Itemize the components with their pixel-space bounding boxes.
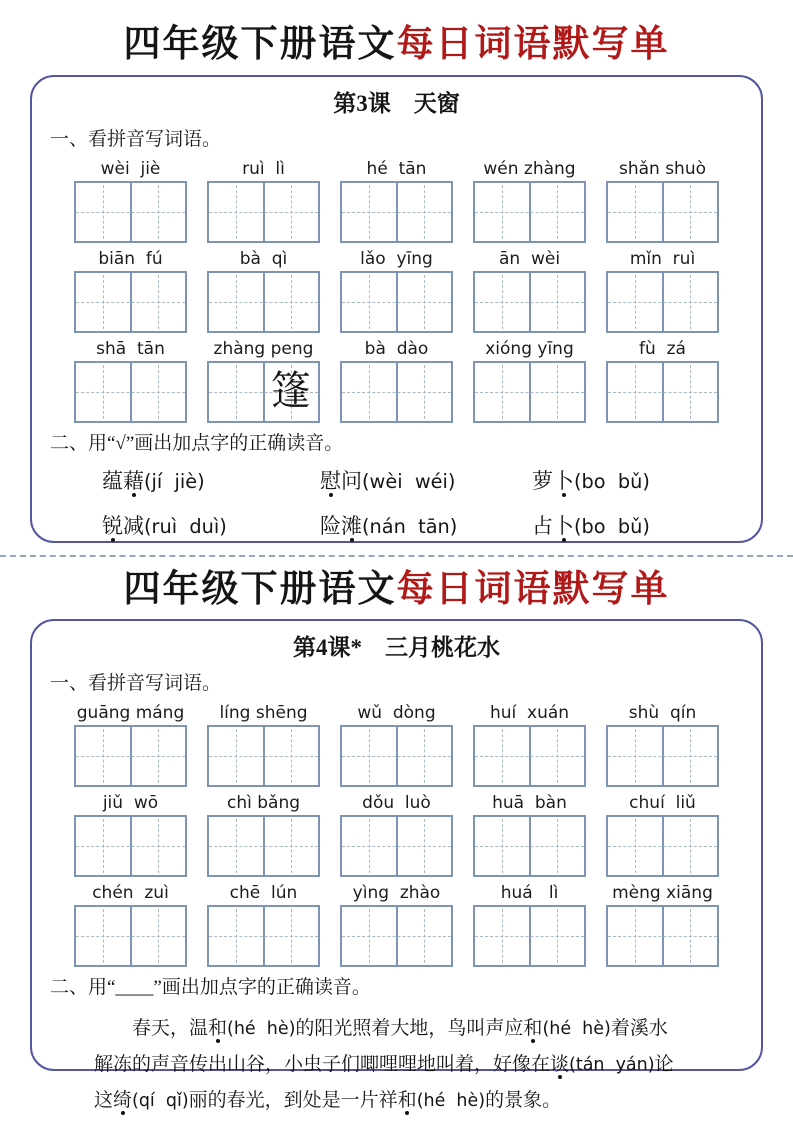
- word-unit: [473, 701, 586, 787]
- grid-guide-line: [76, 936, 185, 937]
- writing-grid-box: [473, 181, 586, 243]
- pinyin-label: wén zhàng: [483, 158, 576, 179]
- writing-grid-box: [207, 905, 320, 967]
- grid-guide-line: [209, 846, 318, 847]
- pinyin-inline-text: (nán tān): [362, 514, 458, 538]
- writing-grid-box: [473, 271, 586, 333]
- pinyin-label: líng shēng: [219, 703, 308, 724]
- lesson-title: 第3课 天窗: [333, 90, 460, 116]
- word-unit: [74, 701, 187, 787]
- pinyin-inline-text: (hé hè): [542, 1019, 611, 1040]
- text-run: 这: [94, 1090, 114, 1112]
- section1-label: 一、看拼音写词语。: [50, 673, 222, 695]
- grid-guide-line: [342, 212, 451, 213]
- pinyin-inline-text: (hé hè): [416, 1091, 486, 1112]
- sheet-title-top: [0, 0, 793, 67]
- dotted-char: 卜: [553, 513, 574, 538]
- text-run: 问: [341, 468, 362, 493]
- text-run: 解冻的声音传出山谷，小虫子们唧哩哩地叫着，好像在: [94, 1054, 551, 1076]
- pinyin-inline-text: (ruì duì): [144, 514, 227, 538]
- text-run: 占: [532, 513, 553, 538]
- pinyin-label: xióng yīng: [485, 338, 574, 359]
- word-unit: [473, 881, 586, 967]
- word-unit: [340, 791, 453, 877]
- pinyin-label: chì bǎng: [226, 793, 301, 814]
- pinyin-inline-text: (wèi wéi): [362, 469, 456, 493]
- writing-grid-box: [473, 725, 586, 787]
- grid-guide-line: [342, 756, 451, 757]
- section2-label: 二、用“√”画出加点字的正确读音。: [50, 432, 344, 454]
- pinyin-grid-row: [50, 337, 743, 423]
- sheet-title-red: 每日词语默写单: [396, 568, 670, 610]
- pinyin-inline-text: (tán yán): [569, 1055, 655, 1076]
- grid-guide-line: [76, 212, 185, 213]
- pronunciation-choice: [102, 508, 320, 545]
- pinyin-label: jiǔ wō: [102, 793, 159, 814]
- grid-guide-line: [608, 212, 717, 213]
- word-unit: [74, 247, 187, 333]
- pinyin-grid-row: [50, 701, 743, 787]
- writing-grid-box: [74, 815, 187, 877]
- writing-grid-box: [340, 181, 453, 243]
- writing-grid-box: [340, 361, 453, 423]
- grid-guide-line: [475, 936, 584, 937]
- sheet-title-black: 四年级下册语文: [123, 24, 397, 65]
- grid-guide-line: [76, 392, 185, 393]
- grid-guide-line: [342, 392, 451, 393]
- word-unit: [473, 791, 586, 877]
- writing-grid-box: [340, 271, 453, 333]
- pinyin-inline-text: (qí qǐ): [132, 1091, 189, 1112]
- writing-grid-box: [606, 905, 719, 967]
- grid-guide-line: [209, 212, 318, 213]
- sheet-title-red: 每日词语默写单: [396, 24, 670, 65]
- grid-guide-line: [76, 756, 185, 757]
- grid-guide-line: [608, 846, 717, 847]
- sheet-title-bottom: [0, 557, 793, 612]
- pronunciation-choice: [532, 463, 743, 500]
- sheet-title-black: 四年级下册语文: [123, 568, 397, 610]
- paragraph-line: [94, 1083, 717, 1119]
- writing-grid-box: [340, 905, 453, 967]
- pinyin-label: fù zá: [639, 338, 686, 359]
- writing-grid-box: [606, 815, 719, 877]
- pinyin-inline-text: (hé hè): [227, 1019, 296, 1040]
- pinyin-label: huā bàn: [492, 793, 567, 814]
- writing-grid-box: [207, 361, 320, 423]
- writing-grid-box: [207, 815, 320, 877]
- word-unit: [606, 157, 719, 243]
- grid-guide-line: [608, 392, 717, 393]
- dotted-char: 和: [208, 1018, 228, 1040]
- pinyin-label: lǎo yīng: [360, 248, 433, 269]
- handwritten-answer: 篷: [270, 367, 311, 413]
- grid-guide-line: [76, 302, 185, 303]
- pinyin-inline-text: (bo bǔ): [574, 514, 650, 538]
- dotted-char: 谈: [550, 1054, 570, 1076]
- grid-guide-line: [475, 302, 584, 303]
- pinyin-grid-rows: [50, 157, 743, 423]
- word-unit: [74, 337, 187, 423]
- writing-grid-box: [606, 725, 719, 787]
- worksheet-panel-lesson4: [30, 619, 763, 1112]
- text-run: 减: [123, 513, 144, 538]
- dotted-char: 绮: [113, 1090, 133, 1112]
- writing-grid-box: [473, 815, 586, 877]
- writing-grid-box: [473, 361, 586, 423]
- pinyin-grid-row: [50, 881, 743, 967]
- pinyin-inline-text: (bo bǔ): [574, 469, 650, 493]
- word-unit: [606, 881, 719, 967]
- paragraph: [94, 1011, 717, 1119]
- word-unit: [340, 247, 453, 333]
- pinyin-label: biān fú: [98, 248, 163, 269]
- writing-grid-box: [74, 271, 187, 333]
- writing-grid-box: [74, 725, 187, 787]
- word-unit: [473, 247, 586, 333]
- dotted-char: 藉: [123, 468, 144, 493]
- word-unit: [473, 157, 586, 243]
- grid-guide-line: [209, 302, 318, 303]
- pinyin-label: shǎn shuò: [618, 158, 707, 179]
- word-unit: [74, 791, 187, 877]
- pinyin-label: huí xuán: [489, 703, 570, 724]
- pinyin-label: dǒu luò: [362, 793, 431, 814]
- pinyin-label: chuí liǔ: [629, 793, 696, 814]
- dotted-char: 和: [397, 1090, 417, 1112]
- pinyin-label: wǔ dòng: [357, 703, 436, 724]
- lesson-title: 第4课* 三月桃花水: [293, 635, 500, 661]
- text-run: 的景象。: [485, 1090, 562, 1112]
- text-run: 论: [654, 1054, 674, 1076]
- word-unit: [340, 881, 453, 967]
- grid-guide-line: [608, 936, 717, 937]
- pinyin-label: hé tān: [366, 158, 427, 179]
- word-unit: [606, 701, 719, 787]
- writing-grid-box: [606, 361, 719, 423]
- word-unit: [473, 337, 586, 423]
- pinyin-label: bà qì: [239, 248, 288, 269]
- writing-grid-box: [74, 905, 187, 967]
- grid-guide-line: [342, 846, 451, 847]
- grid-guide-line: [342, 936, 451, 937]
- paragraph-line: [94, 1047, 717, 1083]
- pronunciation-choice: [102, 463, 320, 500]
- pinyin-label: shā tān: [96, 338, 165, 359]
- writing-grid-box: [340, 725, 453, 787]
- grid-guide-line: [475, 212, 584, 213]
- dotted-char: 卜: [553, 468, 574, 493]
- pinyin-label: wèi jiè: [100, 158, 161, 179]
- word-unit: [340, 337, 453, 423]
- pinyin-label: yìng zhào: [352, 883, 441, 904]
- pinyin-label: mǐn ruì: [629, 248, 696, 269]
- pinyin-inline-text: (jí jiè): [144, 469, 205, 493]
- pinyin-label: chē lún: [229, 883, 298, 904]
- pinyin-label: ān wèi: [498, 248, 561, 269]
- word-unit: [606, 791, 719, 877]
- writing-grid-box: [207, 271, 320, 333]
- dotted-char: 和: [523, 1018, 543, 1040]
- pinyin-grid-row: [50, 247, 743, 333]
- pinyin-grid-rows: [50, 701, 743, 967]
- pinyin-label: zhàng peng: [213, 338, 314, 359]
- grid-guide-line: [209, 756, 318, 757]
- paragraph-line: [94, 1011, 717, 1047]
- grid-guide-line: [342, 302, 451, 303]
- pinyin-label: guāng máng: [76, 703, 185, 724]
- worksheet-panel-lesson3: [30, 75, 763, 543]
- dotted-char: 慰: [320, 468, 341, 493]
- text-run: 险: [320, 513, 341, 538]
- pinyin-label: bà dào: [364, 338, 429, 359]
- writing-grid-box: [340, 815, 453, 877]
- word-unit: [207, 701, 320, 787]
- text-run: 萝: [532, 468, 553, 493]
- pronunciation-choices: [102, 463, 743, 545]
- writing-grid-box: [473, 905, 586, 967]
- dotted-char: 锐: [102, 513, 123, 538]
- pinyin-label: huá lì: [500, 883, 559, 904]
- text-run: 丽的春光，到处是一片祥: [188, 1090, 398, 1112]
- word-unit: [74, 881, 187, 967]
- pinyin-label: shù qín: [628, 703, 697, 724]
- grid-guide-line: [209, 936, 318, 937]
- word-unit: [340, 157, 453, 243]
- dotted-char: 滩: [341, 513, 362, 538]
- writing-grid-box: [207, 725, 320, 787]
- grid-guide-line: [475, 392, 584, 393]
- section1-label: 一、看拼音写词语。: [50, 128, 222, 150]
- text-run: 的阳光照着大地，鸟叫声应: [295, 1018, 524, 1040]
- pinyin-label: chén zuì: [92, 883, 169, 904]
- grid-guide-line: [608, 302, 717, 303]
- word-unit: [606, 247, 719, 333]
- text-run: 着溪水: [610, 1018, 668, 1040]
- grid-guide-line: [76, 846, 185, 847]
- pronunciation-choice: [320, 463, 532, 500]
- word-unit: [207, 337, 320, 423]
- word-unit: [74, 157, 187, 243]
- word-unit: [340, 701, 453, 787]
- grid-guide-line: [608, 756, 717, 757]
- pinyin-grid-row: [50, 791, 743, 877]
- pinyin-grid-row: [50, 157, 743, 243]
- writing-grid-box: [74, 361, 187, 423]
- grid-guide-line: [475, 846, 584, 847]
- word-unit: [207, 791, 320, 877]
- word-unit: [207, 157, 320, 243]
- word-unit: [207, 881, 320, 967]
- grid-guide-line: [475, 756, 584, 757]
- writing-grid-box: [606, 271, 719, 333]
- pinyin-label: ruì lì: [242, 158, 285, 179]
- section2-label: 二、用“____”画出加点字的正确读音。: [50, 977, 371, 999]
- text-run: 春天，温: [132, 1018, 209, 1040]
- writing-grid-box: [74, 181, 187, 243]
- writing-grid-box: [606, 181, 719, 243]
- word-unit: [606, 337, 719, 423]
- writing-grid-box: [207, 181, 320, 243]
- pronunciation-choice: [320, 508, 532, 545]
- word-unit: [207, 247, 320, 333]
- text-run: 蕴: [102, 468, 123, 493]
- pronunciation-choice: [532, 508, 743, 545]
- pinyin-label: mèng xiāng: [612, 883, 713, 904]
